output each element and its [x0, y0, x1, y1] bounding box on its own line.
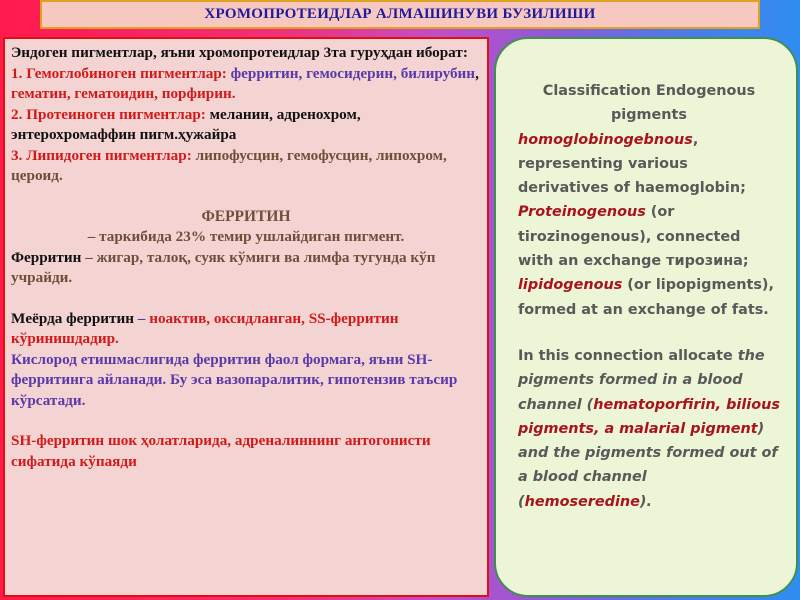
- group-1-label: 1. Гемоглобиноген пигментлар:: [11, 64, 227, 82]
- classification-heading: Classification Endogenous pigments: [542, 83, 756, 124]
- location-text: – жигар, талоқ, суяк кўмиги ва лимфа тугунда кўп учрайди.: [11, 248, 436, 286]
- classification-text: [518, 128, 780, 322]
- shock-text: SH-ферритин шок ҳолатларида, адреналиннинг антогонисти сифатида кўпаяди: [11, 432, 431, 470]
- group-3: [11, 146, 481, 187]
- normal-term: Мeёрда ферритин: [11, 309, 134, 327]
- group-1-items-a: ферритин, гемосидерин, билирубин: [226, 64, 476, 82]
- allocation-b: the pigments formed in a blood channel (: [518, 347, 765, 413]
- group-1-sep: ,: [475, 64, 479, 82]
- location-term: Ферритин: [11, 248, 82, 266]
- ferritin-heading: ФЕРРИТИН: [201, 207, 291, 225]
- allocation-f: ).: [639, 493, 652, 510]
- group-2-items: меланин, адренохром, энтерохромаффин пигм.ҳужайра: [11, 105, 361, 143]
- normal-text: ноактив, оксидланган, SS-ферритин кўринишдадир.: [11, 309, 399, 347]
- page-title: ХРОМОПРОТЕИДЛАР АЛМАШИНУВИ БУЗИЛИШИ: [204, 6, 596, 22]
- group-2: [11, 105, 481, 146]
- group-1-items-b: гематин, гематоидин, порфирин.: [11, 85, 236, 102]
- title-bar: [40, 0, 760, 29]
- ferritin-location: [11, 248, 481, 289]
- allocation-a: In this connection allocate: [518, 347, 738, 364]
- term-2-rest: (or tirozinogenous), connected with an exchange тирозина;: [518, 204, 749, 270]
- blood-channel-pigments: hematoporfirin, bilious pigments, a malarial pigment: [518, 396, 780, 437]
- allocation-text: [518, 344, 780, 514]
- group-2-label: 2. Протеиноген пигментлар:: [11, 105, 206, 123]
- ferritin-definition: – таркибида 23% темир ушлайдиган пигмент.: [87, 228, 405, 245]
- ferritin-normal: [11, 309, 481, 350]
- normal-dash: –: [134, 309, 150, 327]
- term-3-rest: (or lipopigments), formed at an exchange of fats.: [518, 277, 774, 318]
- term-hemoseredine: hemoseredine: [524, 493, 640, 510]
- right-english-panel: [494, 37, 798, 597]
- left-text-panel: [3, 37, 489, 597]
- term-proteinogenous: Proteinogenous: [518, 204, 646, 221]
- group-3-items: липофусцин, гемофусцин, липохром, цероид.: [11, 146, 447, 184]
- term-lipidogenous: lipidogenous: [518, 277, 623, 294]
- term-homoglobinogenous: homoglobinogebnous: [518, 131, 693, 148]
- group-3-label: 3. Липидоген пигментлар:: [11, 146, 192, 164]
- group-1: [11, 64, 481, 105]
- intro-text: Эндоген пигментлар, яъни хромопротеидлар 3та гуруҳдан иборат:: [11, 44, 468, 61]
- term-1-rest: , representing various derivatives of haemoglobin;: [518, 131, 746, 197]
- oxygen-text: Кислород етишмаслигида ферритин фаол формага, яъни SH-ферритинга айланади. Бу эса вазопаралитик, гипотензив таъсир кўрсатади.: [11, 350, 458, 409]
- allocation-d: ) and the pigments formed out of a blood channel (: [518, 420, 778, 510]
